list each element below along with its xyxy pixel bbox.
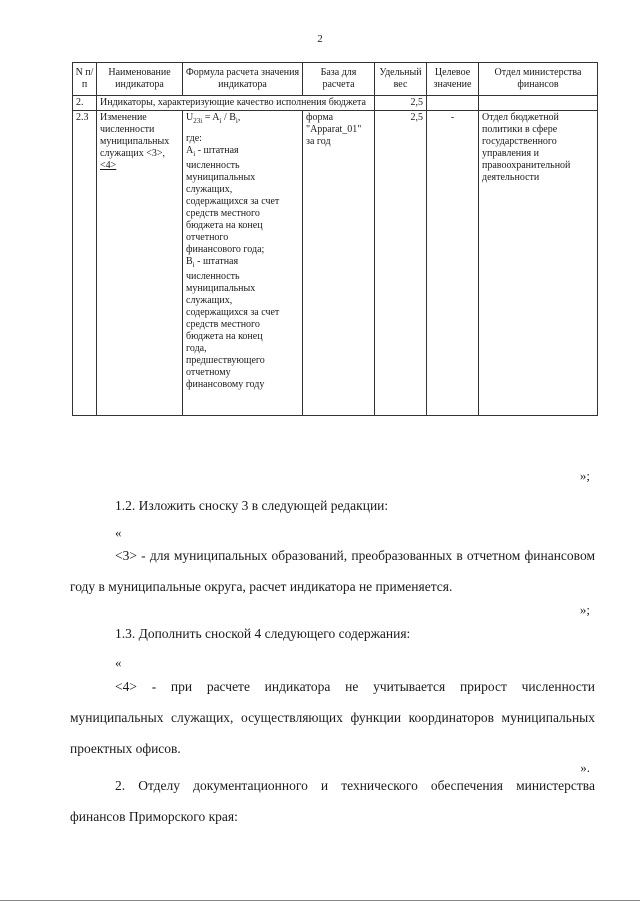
table-row-indicator bbox=[73, 111, 598, 416]
group-num: 2. bbox=[73, 96, 97, 111]
page-number: 2 bbox=[317, 33, 323, 45]
indicator-weight: 2,5 bbox=[375, 111, 427, 416]
header-base: База для расчета bbox=[303, 63, 375, 96]
footnote-4-text: <4> - при расчете индикатора не учитывается прирост численности муниципальных служащих, осуществляющих функции координаторов муниципальных проектных офисов. bbox=[70, 679, 595, 756]
formula-main: $U_{23i} = A_i / B_i$, bbox=[186, 112, 241, 125]
header-weight: Удельный вес bbox=[375, 63, 427, 96]
page-bottom-rule bbox=[0, 900, 640, 901]
group-dept bbox=[479, 96, 598, 111]
indicator-table bbox=[72, 62, 598, 416]
header-formula: Формула расчета значения индикатора bbox=[183, 63, 303, 96]
group-weight: 2,5 bbox=[375, 96, 427, 111]
closing-quote-2: »; bbox=[579, 602, 590, 617]
paragraph-2: 2. Отделу документационного и технического обеспечения министерства финансов Приморского края: bbox=[70, 778, 595, 824]
indicator-name: Изменение численности муниципальных служащих <3>, <4> bbox=[97, 111, 183, 416]
header-num: N п/п bbox=[73, 63, 97, 96]
indicator-dept: Отдел бюджетной политики в сфере государственного управления и правоохранительной деятельности bbox=[479, 111, 598, 416]
opening-quote-2: « bbox=[115, 655, 122, 670]
paragraph-1-3: 1.3. Дополнить сноской 4 следующего содержания: bbox=[115, 626, 411, 641]
closing-quote-1: »; bbox=[579, 468, 590, 483]
header-target: Целевое значение bbox=[427, 63, 479, 96]
header-dept: Отдел министерства финансов bbox=[479, 63, 598, 96]
indicator-formula: $U_{23i} = A_i / B_i$, где: $A_i$ - штатная численность муниципальных служащих, содержащихся за счет средств местного бюджета на конец отчетного финансового года; $B_i$ - штатная численность муниципальных служащих, содержащихся за счет средств местного бюджета на конец года, предшествующего отчетному финансовому году bbox=[183, 111, 303, 416]
paragraph-1-2: 1.2. Изложить сноску 3 в следующей редакции: bbox=[115, 498, 389, 513]
opening-quote-1: « bbox=[115, 525, 122, 540]
table-row-group bbox=[73, 96, 598, 111]
indicator-num: 2.3 bbox=[73, 111, 97, 416]
footnote-4-link[interactable]: <4> bbox=[100, 160, 117, 171]
indicator-base: форма "Apparat_01" за год bbox=[303, 111, 375, 416]
closing-quote-3: ». bbox=[580, 760, 590, 775]
indicator-target: - bbox=[427, 111, 479, 416]
group-target bbox=[427, 96, 479, 111]
header-name: Наименование индикатора bbox=[97, 63, 183, 96]
table-header-row bbox=[73, 63, 598, 96]
footnote-3-text: <3> - для муниципальных образований, преобразованных в отчетном финансовом году в муниципальные округа, расчет индикатора не применяется. bbox=[70, 548, 595, 594]
group-name: Индикаторы, характеризующие качество исполнения бюджета bbox=[97, 96, 375, 111]
